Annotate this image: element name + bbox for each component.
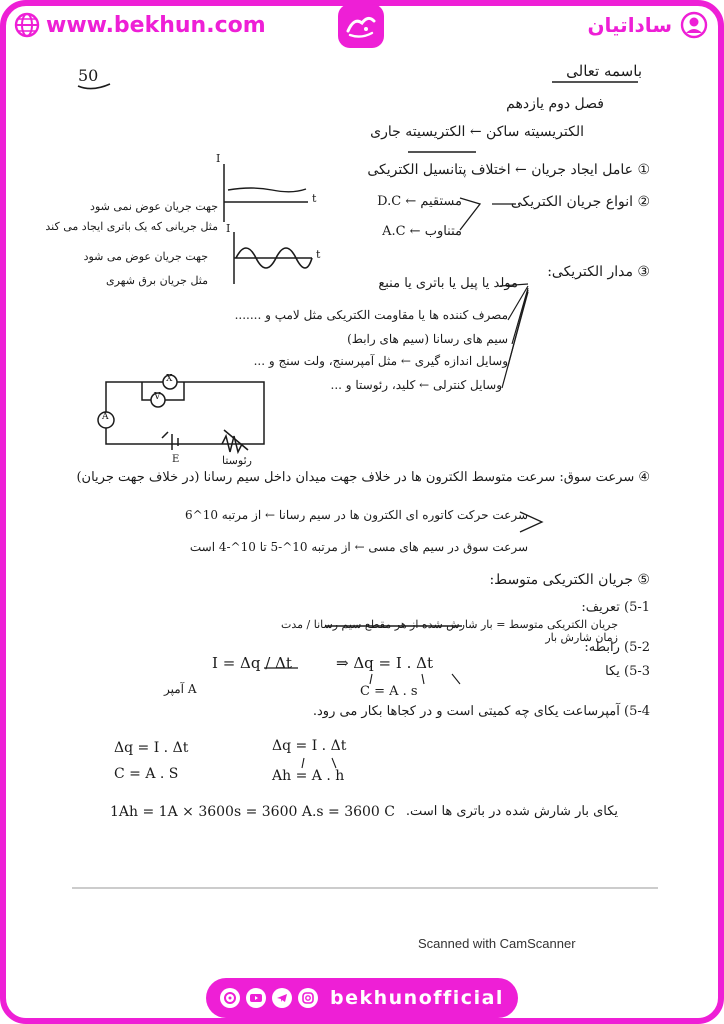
basmala: باسمه تعالی [566, 62, 642, 80]
circuit-part-5: وسایل کنترلی ← کلید، رئوستا و ... [330, 378, 502, 392]
formula-i: I = Δq / Δt [212, 654, 292, 672]
social-handle: bekhunofficial [330, 987, 504, 1009]
circuit-e: E [172, 454, 180, 465]
final-text: یکای بار شارش شده در باتری ها است. [405, 804, 618, 819]
bekhun-logo[interactable] [338, 4, 384, 48]
dc-desc-1: جهت جریان عوض نمی شود [90, 200, 218, 213]
logo-mark-icon [344, 11, 378, 41]
circuit-a: A [102, 412, 109, 422]
top-bar [0, 0, 724, 50]
instagram-icon[interactable] [298, 988, 318, 1008]
circuit-part-3: سیم های رسانا (سیم های رابط) [347, 332, 508, 346]
chapter-title: فصل دوم یازدهم [506, 96, 604, 112]
item-5: ⑤ جریان الکتریکی متوسط: [489, 572, 650, 588]
def-5-1: 5-1) تعریف: [581, 600, 650, 615]
brand-name: ساداتیان [587, 13, 672, 37]
site-url: www.bekhun.com [46, 12, 266, 38]
final-equation: 1Ah = 1A × 3600s = 3600 A.s = 3600 C [110, 804, 396, 820]
eq-left-1: Δq = I . Δt [114, 740, 189, 756]
unit-c-a-s: C = A . s [360, 684, 418, 699]
globe-icon [14, 12, 40, 38]
ac-label: متناوب ← A.C [382, 224, 462, 239]
eq-right-2: Ah = A . h [272, 768, 345, 784]
formula-dq: ⇒ Δq = I . Δt [336, 654, 433, 672]
item-5-4: 5-4) آمپرساعت یکای چه کمیتی است و در کجاها بکار می رود. [312, 704, 650, 719]
user-circle-icon [680, 11, 708, 39]
circuit-v: V [154, 392, 161, 402]
def-formula: جریان الکتریکی متوسط = بار شارش شده از هر مقطع سیم رسانا / مدت زمان شارش بار [281, 618, 618, 644]
dc-desc-2: مثل جریانی که یک باتری ایجاد می کند [45, 220, 218, 233]
brand [587, 10, 708, 40]
item-3: ③ مدار الکتریکی: [547, 264, 650, 280]
dc-label: مستقیم ← D.C [377, 194, 462, 209]
ampere-label: A آمپر [164, 682, 197, 696]
aparat-icon[interactable] [220, 988, 240, 1008]
circuit-x: X [166, 374, 173, 384]
eq-right-1: Δq = I . Δt [272, 738, 347, 754]
telegram-icon[interactable] [272, 988, 292, 1008]
ac-graph [234, 232, 312, 284]
site-link[interactable] [14, 10, 266, 40]
ac-desc-2: مثل جریان برق شهری [105, 274, 208, 287]
circuit-part-2: مصرف کننده ها یا مقاومت الکتریکی مثل لامپ و ....... [234, 308, 508, 322]
handwritten-note [45, 52, 658, 892]
speed-1: سرعت حرکت کاتوره ای الکترون ها در سیم رسانا ← از مرتبه 10^6 [184, 508, 528, 522]
circuit-part-4: وسایل اندازه گیری ← مثل آمپرسنج، ولت سنج و ... [253, 354, 508, 368]
ac-graph-t: t [316, 248, 321, 261]
eq-left-2: C = A . S [114, 766, 179, 782]
rheostat-label: رئوستا [222, 454, 252, 467]
circuit-part-1: مولد یا پیل یا باتری یا منبع [378, 276, 518, 291]
rel-5-2: 5-2) رابطه: [584, 640, 650, 655]
dc-graph-t: t [312, 192, 317, 205]
unit-5-3: 5-3) یکا [605, 664, 650, 679]
item-1: ① عامل ایجاد جریان ← اختلاف پتانسیل الکتریکی [367, 162, 650, 178]
dc-graph [224, 164, 308, 222]
item-2: ② انواع جریان الکتریکی [510, 194, 650, 210]
ac-graph-i: I [226, 222, 231, 235]
topic-line: الکتریسیته ساکن ← الکتریسیته جاری [370, 124, 584, 140]
item-4: ④ سرعت سوق: سرعت متوسط الکترون ها در خلاف جهت میدان داخل سیم رسانا (در خلاف جهت جریان) [76, 470, 650, 485]
camscanner-label: Scanned with CamScanner [418, 936, 576, 951]
dc-graph-i: I [216, 152, 221, 165]
speed-2: سرعت سوق در سیم های مسی ← از مرتبه 10^-5 تا 10^-4 است [189, 540, 528, 554]
circuit-diagram [98, 375, 264, 452]
ac-desc-1: جهت جریان عوض می شود [83, 250, 208, 263]
youtube-icon[interactable] [246, 988, 266, 1008]
social-footer[interactable] [206, 978, 518, 1018]
page-number: 50 [78, 66, 99, 85]
